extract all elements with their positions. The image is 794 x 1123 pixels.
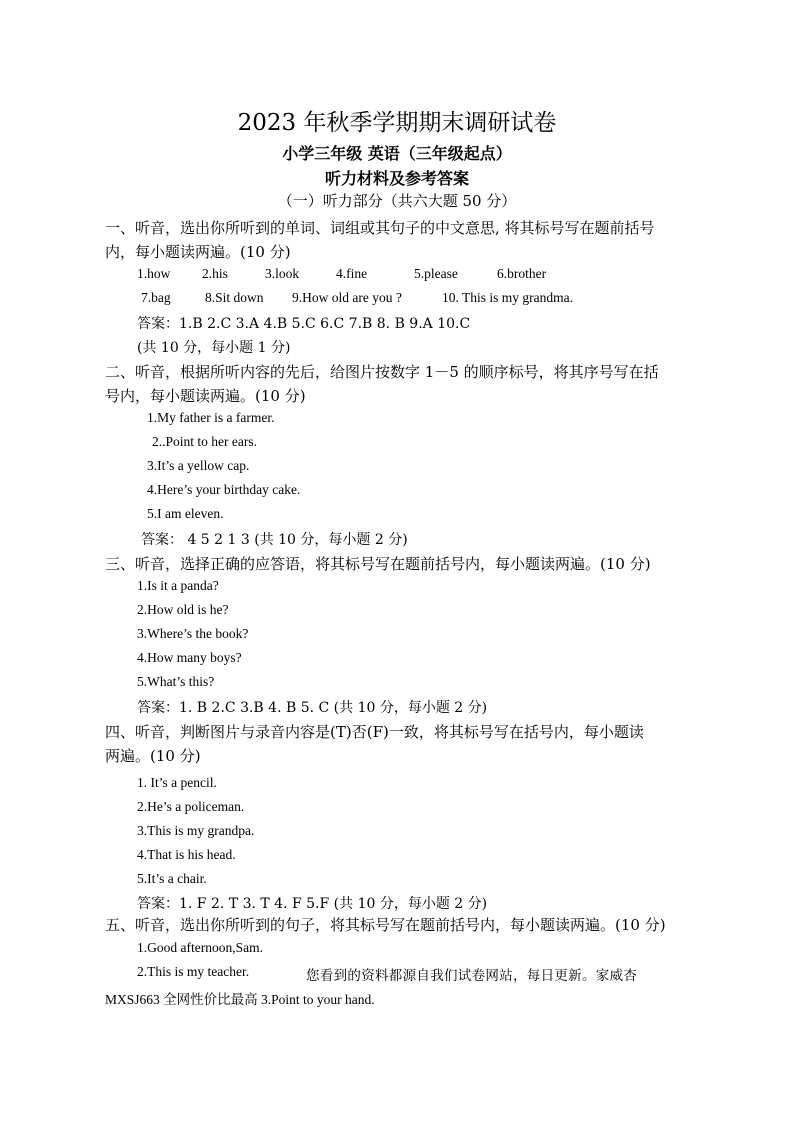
section-4-item: 2.He’s a policeman. <box>137 799 245 814</box>
section-2-heading-line1: 二、听音，根据所听内容的先后，给图片按数字 1－5 的顺序标号，将其序号写在括 <box>105 363 659 381</box>
part-header: （一）听力部分（共六大题 50 分） <box>277 192 517 210</box>
section-2-item: 2..Point to her ears. <box>152 434 257 449</box>
document-subtitle-materials: 听力材料及参考答案 <box>324 169 469 188</box>
section-4-item: 4.That is his head. <box>137 847 236 862</box>
section-5-last-line: MXSJ663 全网性价比最高 3.Point to your hand. <box>105 992 375 1007</box>
section-2-item: 1.My father is a farmer. <box>147 410 275 425</box>
section-4-answer: 答案：1. F 2. T 3. T 4. F 5.F (共 10 分，每小题 2 分) <box>137 896 488 912</box>
section-3-item: 4.How many boys? <box>137 650 242 665</box>
section-1-answer: 答案：1.B 2.C 3.A 4.B 5.C 6.C 7.B 8. B 9.A 10.C <box>137 316 471 332</box>
section-1-item: 4.fine <box>336 266 368 281</box>
section-1-heading-line2: 内，每小题读两遍。(10 分) <box>105 243 291 261</box>
section-1-item: 1.how <box>137 266 171 281</box>
section-5-item: 2.This is my teacher. <box>137 964 250 979</box>
section-4-heading-line2: 两遍。(10 分) <box>105 747 201 765</box>
section-1-item: 8.Sit down <box>205 290 264 305</box>
section-3-item: 5.What’s this? <box>137 674 215 689</box>
section-1-item: 7.bag <box>141 290 171 305</box>
section-1-heading-line1: 一、听音，选出你所听到的单词、词组或其句子的中文意思, 将其标号写在题前括号 <box>105 219 655 237</box>
section-3-item: 1.Is it a panda? <box>137 578 219 593</box>
document-title: 2023 年秋季学期期末调研试卷 <box>237 110 557 136</box>
section-4-item: 1. It’s a pencil. <box>137 775 217 790</box>
section-4-item: 3.This is my grandpa. <box>137 823 255 838</box>
section-2-item: 5.I am eleven. <box>147 506 224 521</box>
section-1-item: 5.please <box>414 266 458 281</box>
section-1-note: (共 10 分，每小题 1 分) <box>137 340 291 356</box>
section-1-item: 9.How old are you ? <box>292 290 402 305</box>
section-1-item: 6.brother <box>497 266 547 281</box>
section-3-item: 2.How old is he? <box>137 602 229 617</box>
section-1-item: 3.look <box>265 266 300 281</box>
section-3-item: 3.Where’s the book? <box>137 626 249 641</box>
section-3-answer: 答案：1. B 2.C 3.B 4. B 5. C (共 10 分，每小题 2 分) <box>137 700 488 716</box>
section-1-item: 2.his <box>202 266 228 281</box>
document-subtitle-grade: 小学三年级 英语（三年级起点） <box>282 144 512 163</box>
section-3-heading: 三、听音，选择正确的应答语，将其标号写在题前括号内，每小题读两遍。(10 分) <box>105 555 651 573</box>
section-5-heading: 五、听音，选出你所听到的句子，将其标号写在题前括号内，每小题读两遍。(10 分) <box>105 916 666 934</box>
section-2-answer: 答案： 4 5 2 1 3 (共 10 分，每小题 2 分) <box>141 532 408 548</box>
section-1-item: 10. This is my grandma. <box>442 290 573 305</box>
watermark-notice: 您看到的资料都源自我们试卷网站，每日更新。家威杏 <box>306 968 638 984</box>
section-2-item: 3.It’s a yellow cap. <box>147 458 250 473</box>
section-4-item: 5.It’s a chair. <box>137 871 207 886</box>
section-5-item: 1.Good afternoon,Sam. <box>137 940 263 955</box>
section-2-item: 4.Here’s your birthday cake. <box>147 482 301 497</box>
section-2-heading-line2: 号内，每小题读两遍。(10 分) <box>105 387 306 405</box>
section-4-heading-line1: 四、听音，判断图片与录音内容是(T)否(F)一致，将其标号写在括号内，每小题读 <box>105 723 644 741</box>
